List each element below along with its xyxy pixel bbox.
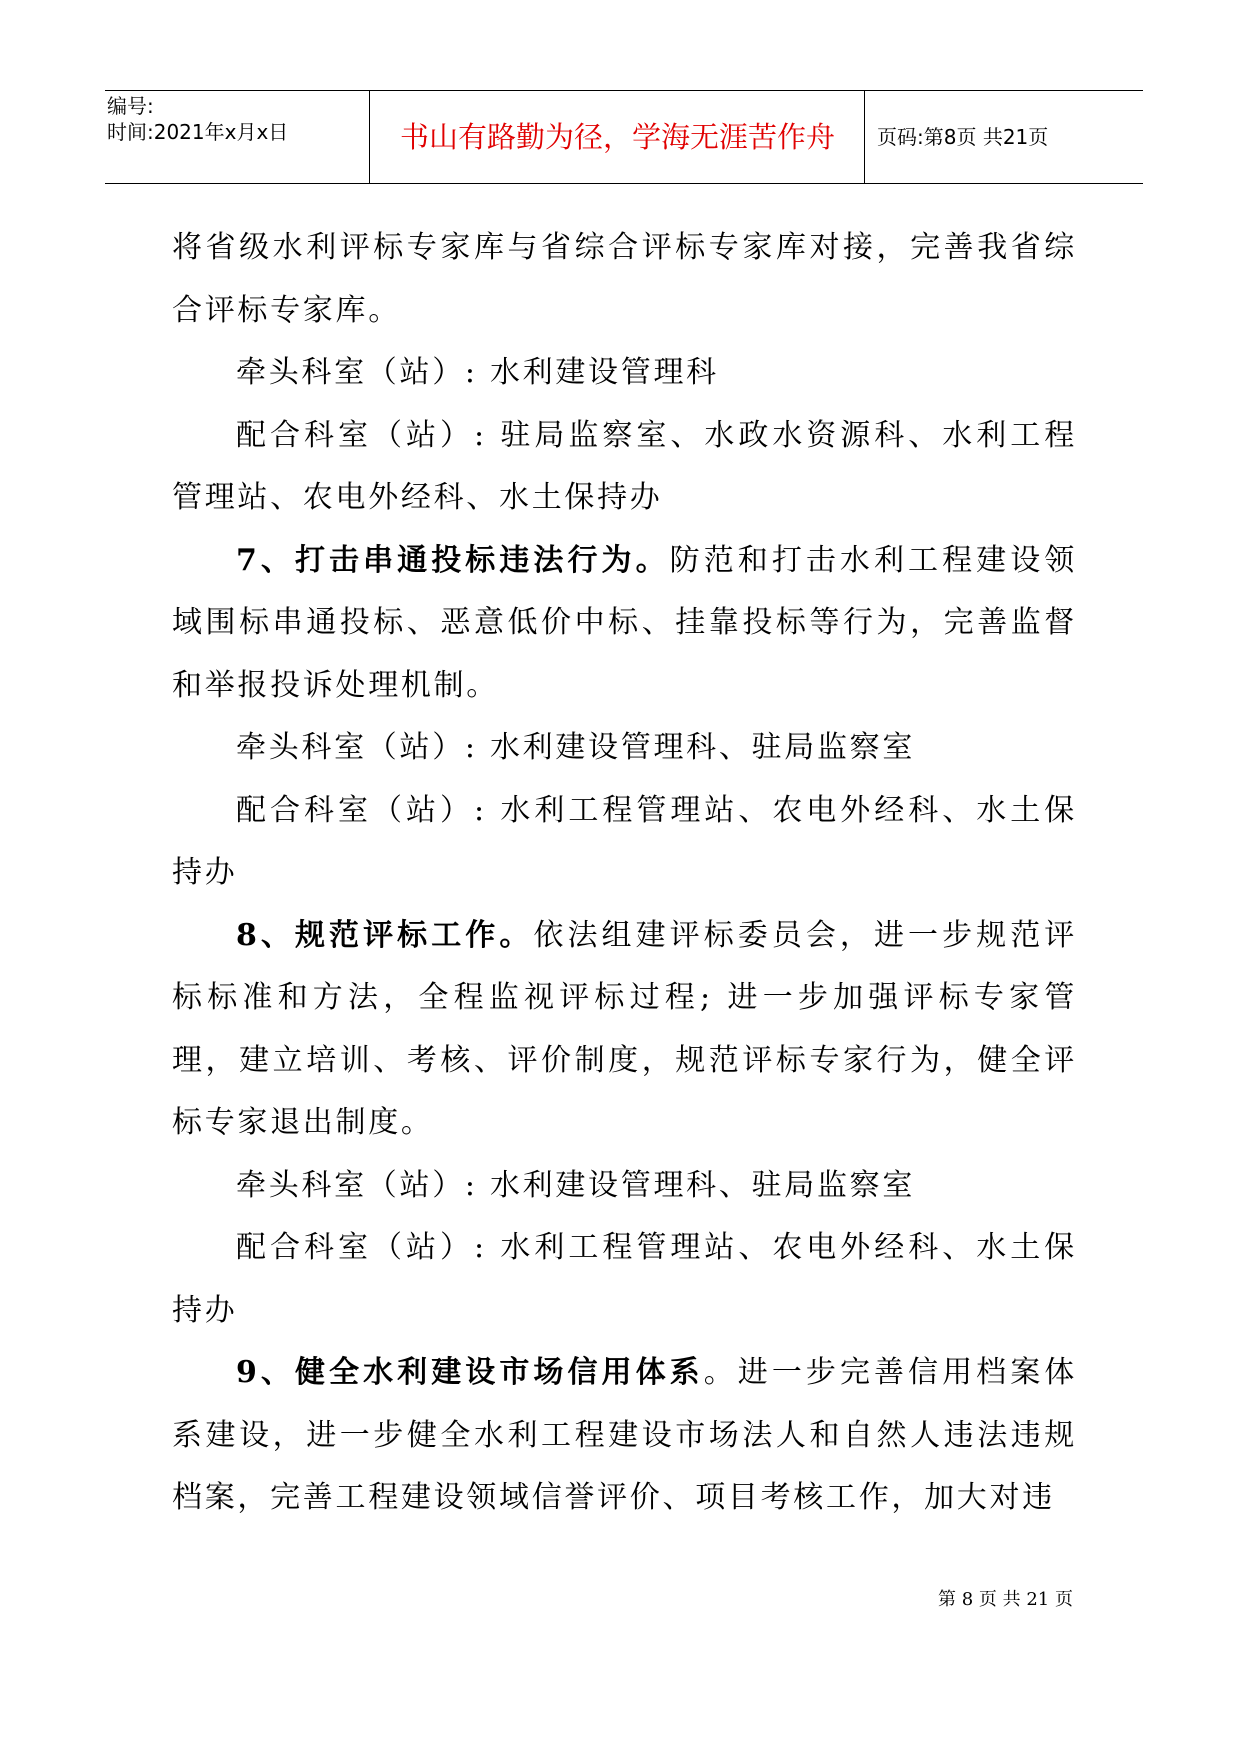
header-motto-cell	[370, 91, 865, 183]
lead-department-1: 牵头科室（站）: 水利建设管理科	[236, 355, 719, 390]
item-7-text: 防范和打击水利工程建设领域围标串通投标、恶意低价中标、挂靠投标等行为，完善监督和举报投诉处理机制。	[172, 542, 1077, 703]
header-info-cell	[105, 91, 370, 183]
cooperating-department-1: 配合科室（站）: 驻局监察室、水政水资源科、水利工程管理站、农电外经科、水土保持办	[172, 417, 1077, 515]
item-8-title: 8、规范评标工作。	[236, 917, 534, 953]
document-time-label: 时间:2021年x月x日	[107, 120, 289, 144]
page-footer: 第 8 页 共 21 页	[938, 1589, 1073, 1610]
paragraph-item-7	[172, 530, 1077, 718]
paragraph-item-8	[172, 905, 1077, 1155]
header-page-cell	[865, 91, 1143, 183]
item-8-text: 依法组建评标委员会，进一步规范评标标准和方法，全程监视评标过程; 进一步加强评标专家管理，建立培训、考核、评价制度，规范评标专家行为，健全评标专家退出制度。	[172, 917, 1077, 1140]
header-page-number: 页码:第8页 共21页	[877, 125, 1049, 149]
cooperating-department-2: 配合科室（站）: 水利工程管理站、农电外经科、水土保持办	[172, 792, 1077, 890]
lead-department-3: 牵头科室（站）: 水利建设管理科、驻局监察室	[236, 1167, 916, 1203]
item-9-text: 。进一步完善信用档案体系建设，进一步健全水利工程建设市场法人和自然人违法违规档案，完善工程建设领域信誉评价、项目考核工作，加大对违	[172, 1355, 1077, 1515]
page-header	[105, 90, 1143, 184]
paragraph-item-9	[172, 1342, 1077, 1530]
document-body	[172, 217, 1077, 1530]
lead-department-2: 牵头科室（站）: 水利建设管理科、驻局监察室	[236, 730, 916, 765]
header-motto: 书山有路勤为径，学海无涯苦作舟	[399, 120, 835, 154]
item-9-title: 9、健全水利建设市场信用体系	[236, 1355, 704, 1390]
document-number-label: 编号:	[107, 94, 154, 118]
cooperating-department-3: 配合科室（站）: 水利工程管理站、农电外经科、水土保持办	[172, 1230, 1077, 1328]
paragraph-expert-database: 将省级水利评标专家库与省综合评标专家库对接，完善我省综合评标专家库。	[172, 230, 1077, 328]
item-7-title: 7、打击串通投标违法行为。	[236, 542, 670, 578]
